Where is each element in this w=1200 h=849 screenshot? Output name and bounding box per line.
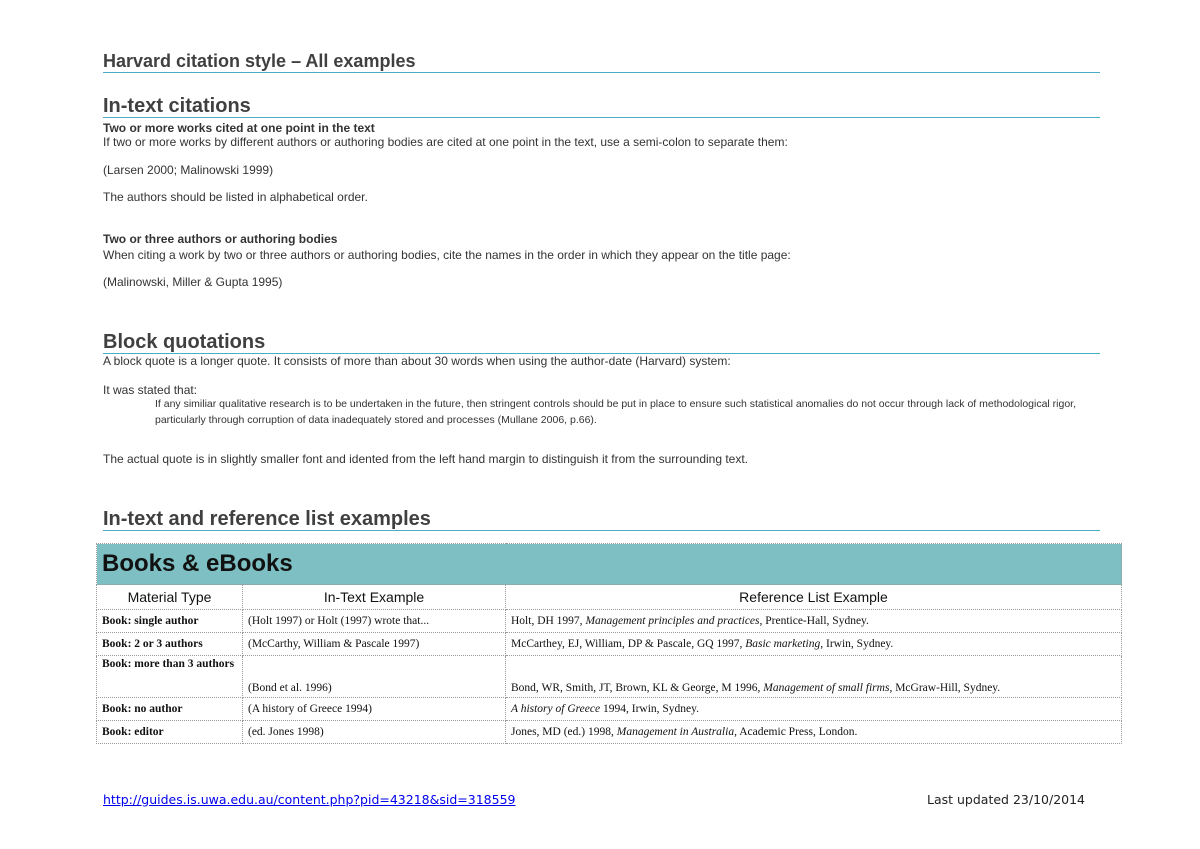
intext-cell: (McCarthy, William & Pascale 1997) (243, 633, 506, 656)
intext-cell: (Holt 1997) or Holt (1997) wrote that... (243, 610, 506, 633)
header-intext-example: In-Text Example (243, 585, 506, 610)
category-row (97, 544, 1122, 585)
material-type-cell: Book: no author (97, 698, 243, 721)
header-material-type: Material Type (97, 585, 243, 610)
reference-cell: McCarthey, EJ, William, DP & Pascale, GQ 1997, Basic marketing, Irwin, Sydney. (506, 633, 1122, 656)
heading-intext-citations: In-text citations (103, 96, 1100, 118)
material-type-cell: Book: editor (97, 721, 243, 744)
reference-cell: A history of Greece 1994, Irwin, Sydney. (506, 698, 1122, 721)
document-title: Harvard citation style – All examples (103, 52, 1100, 73)
intext-cell: (A history of Greece 1994) (243, 698, 506, 721)
footer-source-link[interactable]: http://guides.is.uwa.edu.au/content.php?pid=43218&sid=318559 (103, 792, 516, 807)
material-type-cell: Book: 2 or 3 authors (97, 633, 243, 656)
material-type-cell: Book: more than 3 authors (97, 656, 243, 698)
subheading-multiple-works: Two or more works cited at one point in the text (103, 121, 375, 135)
reference-cell: Jones, MD (ed.) 1998, Management in Australia, Academic Press, London. (506, 721, 1122, 744)
header-row (97, 585, 1122, 610)
intext-cell: (ed. Jones 1998) (243, 721, 506, 744)
header-reference-list-example: Reference List Example (506, 585, 1122, 610)
paragraph-multiple-works: If two or more works by different authors or authoring bodies are cited at one point in the text, use a semi-colon to separate them: (103, 135, 788, 149)
intext-cell: (Bond et al. 1996) (243, 656, 506, 698)
block-quote: If any similiar qualitative research is to be undertaken in the future, then stringent controls should be put in place to ensure such statistical anomalies do not occur through lack of methodological rigor, particularly through corruption of data inadequately stored and processes (Mullane 2006, p.66). (155, 398, 1077, 426)
material-type-cell: Book: single author (97, 610, 243, 633)
reference-table (96, 543, 1122, 744)
paragraph-block-quote: A block quote is a longer quote. It consists of more than about 30 words when using the author-date (Harvard) system: (103, 354, 731, 368)
reference-cell: Holt, DH 1997, Management principles and practices, Prentice-Hall, Sydney. (506, 610, 1122, 633)
paragraph-quote-note: The actual quote is in slightly smaller font and idented from the left hand margin to distinguish it from the surrounding text. (103, 452, 749, 466)
example-two-three-authors: (Malinowski, Miller & Gupta 1995) (103, 275, 283, 289)
table-row (97, 721, 1122, 744)
reference-cell: Bond, WR, Smith, JT, Brown, KL & George, M 1996, Management of small firms, McGraw-Hill, Sydney. (506, 656, 1122, 698)
footer-last-updated: Last updated 23/10/2014 (927, 792, 1086, 807)
heading-block-quotations: Block quotations (103, 332, 1100, 354)
category-title: Books & eBooks (102, 550, 293, 577)
table-row (97, 610, 1122, 633)
quote-lead-in: It was stated that: (103, 383, 198, 397)
table-row (97, 633, 1122, 656)
table-row (97, 656, 1122, 698)
heading-reference-examples: In-text and reference list examples (103, 509, 1100, 531)
example-multiple-works: (Larsen 2000; Malinowski 1999) (103, 163, 274, 177)
paragraph-alphabetical: The authors should be listed in alphabetical order. (103, 190, 368, 204)
paragraph-two-three-authors: When citing a work by two or three authors or authoring bodies, cite the names in the order in which they appear on the title page: (103, 248, 791, 262)
subheading-two-three-authors: Two or three authors or authoring bodies (103, 232, 338, 246)
table-row (97, 698, 1122, 721)
